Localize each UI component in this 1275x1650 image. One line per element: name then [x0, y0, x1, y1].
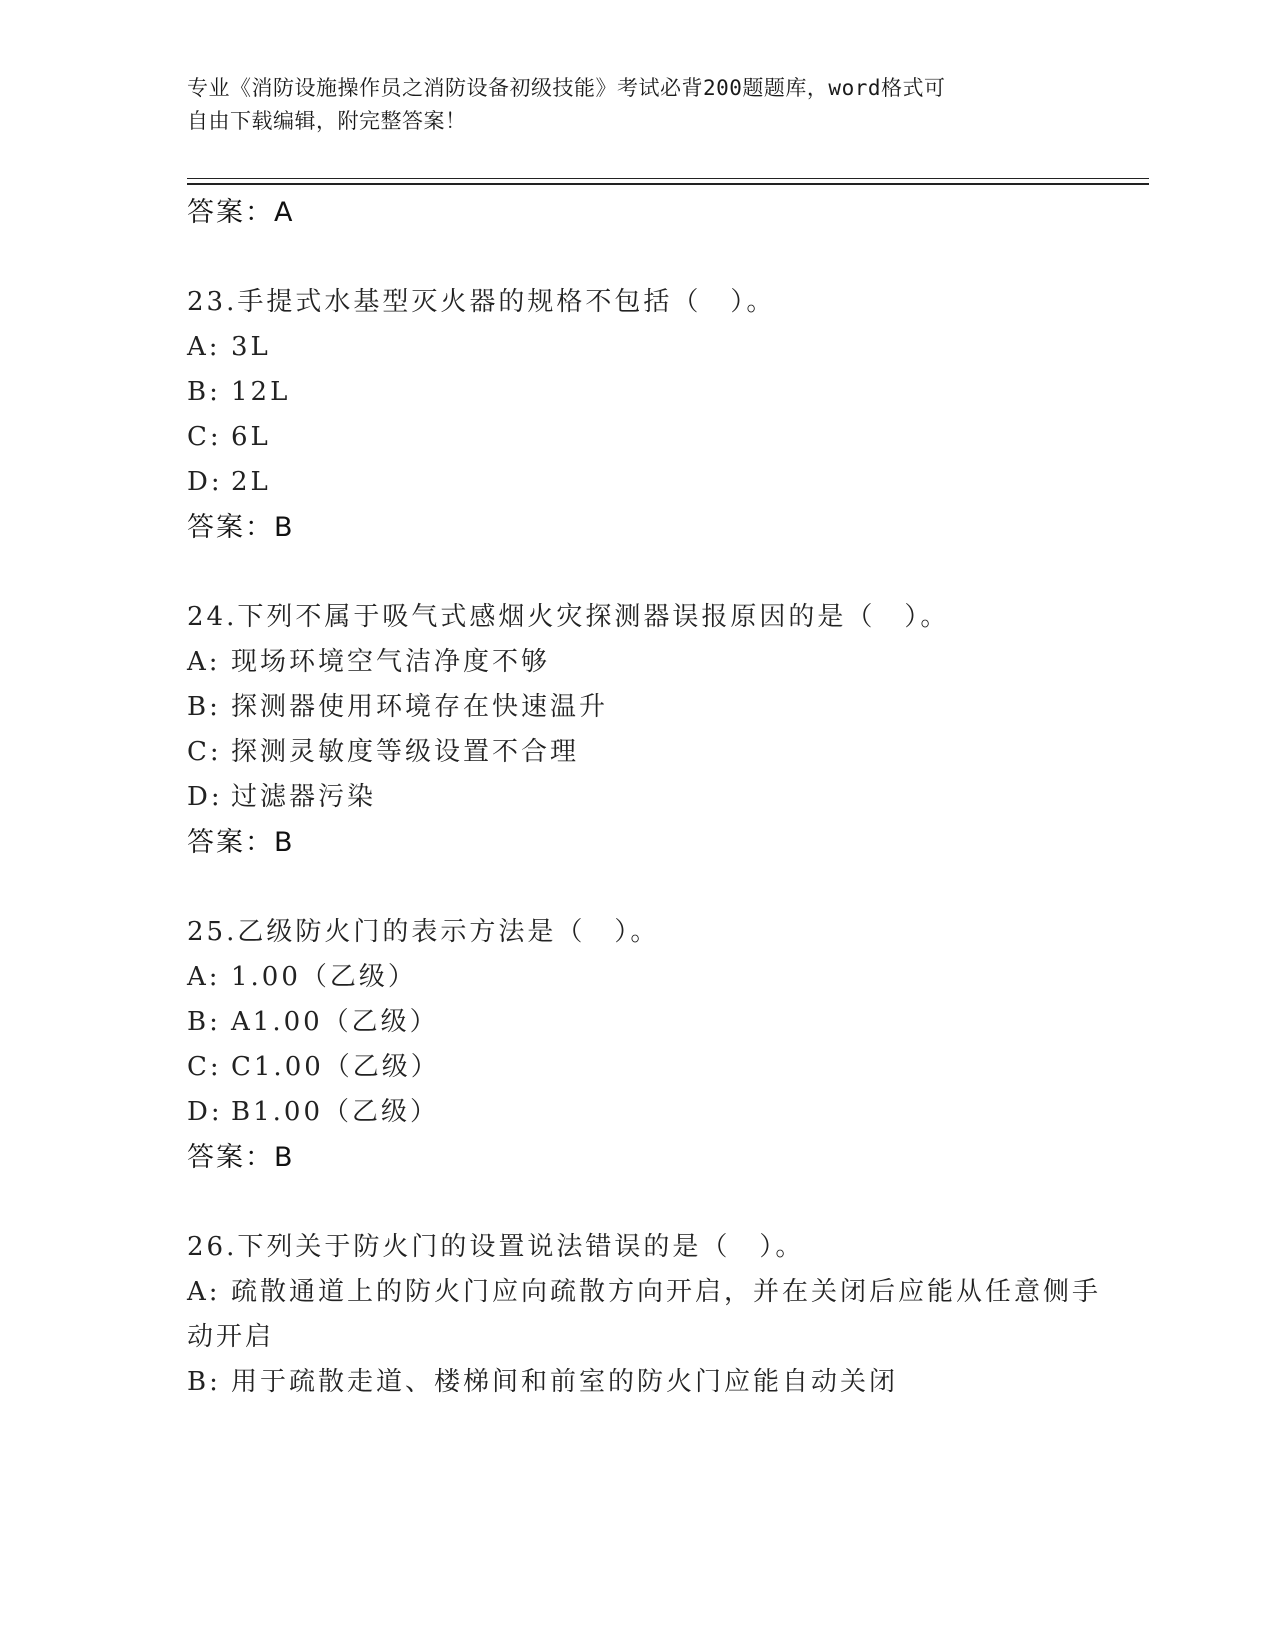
option-letter: A: [187, 1277, 221, 1307]
option-text: 疏散通道上的防火门应向疏散方向开启，并在关闭后应能从任意侧手动开启 [187, 1277, 1102, 1352]
option-letter: A: [187, 647, 221, 677]
option-b [187, 1000, 1127, 1045]
answer-line: 答案：A [187, 197, 295, 228]
option-letter: C: [187, 737, 222, 767]
option-c [187, 415, 1127, 460]
question-26 [187, 1225, 1127, 1405]
question-title: 25.乙级防火门的表示方法是（ ）。 [187, 917, 660, 947]
option-text: 用于疏散走道、楼梯间和前室的防火门应能自动关闭 [231, 1367, 899, 1397]
option-letter: B: [187, 692, 221, 722]
option-text: A1.00（乙级） [231, 1007, 439, 1037]
header-line-1: 专业《消防设施操作员之消防设备初级技能》考试必背200题题库，word格式可 [187, 76, 946, 100]
header-line-2: 自由下载编辑，附完整答案！ [187, 109, 467, 133]
option-b [187, 1360, 1127, 1405]
option-text: 3L [231, 332, 271, 362]
option-c [187, 730, 1127, 775]
option-c [187, 1045, 1127, 1090]
option-text: C1.00（乙级） [231, 1052, 440, 1082]
option-a [187, 325, 1127, 370]
answer-line: 答案：B [187, 512, 295, 543]
question-23 [187, 280, 1127, 550]
option-text: 现场环境空气洁净度不够 [231, 647, 551, 677]
option-d [187, 775, 1127, 820]
option-text: B1.00（乙级） [231, 1097, 439, 1127]
option-d [187, 460, 1127, 505]
option-text: 探测灵敏度等级设置不合理 [231, 737, 580, 767]
answer-line: 答案：B [187, 827, 295, 858]
option-letter: D: [187, 1097, 223, 1127]
question-title: 23.手提式水基型灭火器的规格不包括（ ）。 [187, 287, 776, 317]
option-letter: D: [187, 782, 223, 812]
option-letter: B: [187, 1007, 221, 1037]
option-letter: D: [187, 467, 223, 497]
option-b [187, 685, 1127, 730]
question-title: 24.下列不属于吸气式感烟火灾探测器误报原因的是（ ）。 [187, 602, 950, 632]
option-text: 探测器使用环境存在快速温升 [231, 692, 609, 722]
option-letter: C: [187, 422, 222, 452]
option-a [187, 955, 1127, 1000]
question-title: 26.下列关于防火门的设置说法错误的是（ ）。 [187, 1232, 805, 1262]
option-b [187, 370, 1127, 415]
option-a [187, 1270, 1107, 1360]
question-list [187, 190, 1127, 1405]
question-24 [187, 595, 1127, 865]
option-text: 1.00（乙级） [231, 962, 417, 992]
option-a [187, 640, 1127, 685]
header-divider-thick [187, 183, 1149, 185]
option-d [187, 1090, 1127, 1135]
option-letter: A: [187, 332, 221, 362]
option-text: 12L [231, 377, 291, 407]
option-letter: B: [187, 1367, 221, 1397]
option-letter: A: [187, 962, 221, 992]
question-25 [187, 910, 1127, 1180]
header-divider-thin [187, 178, 1149, 179]
option-text: 过滤器污染 [231, 782, 377, 812]
option-letter: B: [187, 377, 221, 407]
option-text: 2L [231, 467, 271, 497]
option-text: 6L [231, 422, 271, 452]
page-header [187, 72, 1087, 138]
answer-line: 答案：B [187, 1142, 295, 1173]
option-letter: C: [187, 1052, 222, 1082]
